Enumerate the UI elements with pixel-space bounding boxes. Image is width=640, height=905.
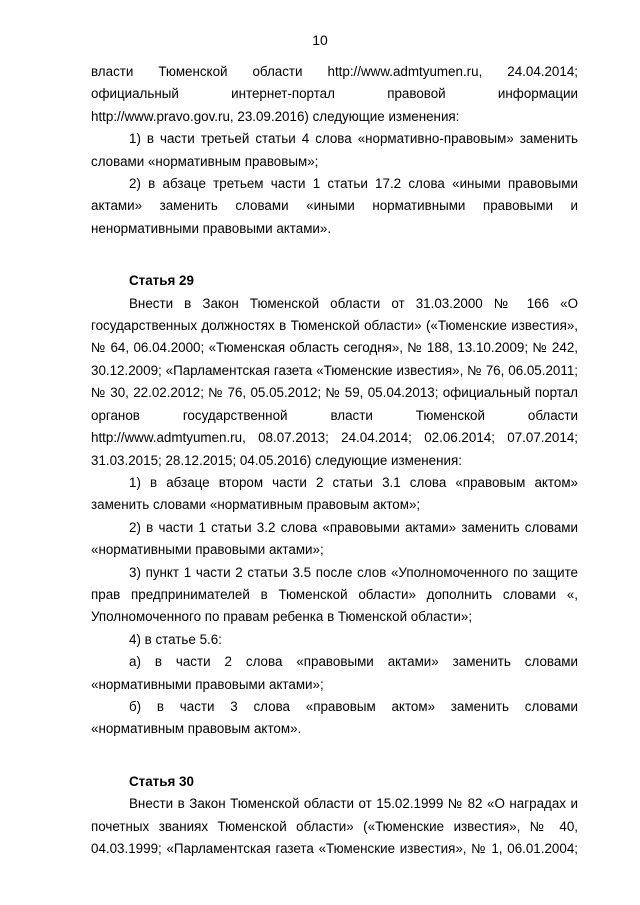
article-29-title: Статья 29 — [129, 273, 194, 289]
article-30-title: Статья 30 — [129, 773, 194, 789]
article-29-intro: Внести в Закон Тюменской области от 31.03.2000 № 166 «О государственных должностях в Тюменской области» («Тюменские известия», № 64, 06.04.2000; «Тюменская область сегодня», № 188, 13.10.2009; № 242, 30.12.2009; «Парламентская газета «Тюменские известия», № 76, 06.05.2011; № 30, 22.02.2012; № 76, 05.05.2012; № 59, 05.04.2013; официальный портал органов государственной власти Тюменской области http://www.admtyumen.ru, 08.07.2013; 24.04.2014; 02.06.2014; 07.07.2014; 31.03.2015; 28.12.2015; 04.05.2016) следующие изменения: — [91, 295, 578, 468]
list-item: 1) в абзаце втором части 2 статьи 3.1 слова «правовым актом» заменить словами «нормативным правовым актом»; — [91, 474, 578, 513]
list-item: б) в части 3 слова «правовым актом» заменить словами «нормативным правовым актом». — [91, 698, 578, 737]
list-item: 2) в абзаце третьем части 1 статьи 17.2 слова «иными правовыми актами» заменить словами «иными нормативными правовыми и ненормативными правовыми актами». — [91, 176, 578, 236]
list-item: 4) в статье 5.6: — [129, 631, 222, 647]
list-item: 1) в части третьей статьи 4 слова «нормативно-правовым» заменить словами «нормативным правовым»; — [91, 131, 578, 169]
document-body — [91, 61, 578, 860]
list-item: 3) пункт 1 части 2 статьи 3.5 после слов «Уполномоченного по защите прав предпринимателей в Тюменской области» дополнить словами «, Уполномоченного по правам ребенка в Тюменской области»; — [91, 564, 578, 625]
page-number: 10 — [312, 32, 328, 48]
list-item: а) в части 2 слова «правовыми актами» заменить словами «нормативными правовыми актами»; — [91, 654, 578, 692]
list-item: 2) в части 1 статьи 3.2 слова «правовыми актами» заменить словами «нормативными правовыми актами»; — [91, 519, 578, 558]
paragraph: власти Тюменской области http://www.admtyumen.ru, 24.04.2014; официальный интернет-портал правовой информации http://www.pravo.gov.ru, 23.09.2016) следующие изменения: — [91, 64, 578, 124]
article-30-intro: Внести в Закон Тюменской области от 15.02.1999 № 82 «О наградах и почетных званиях Тюменской области» («Тюменские известия», № 40, 04.03.1999; «Парламентская газета «Тюменские известия», № 1, 06.01.2004; — [91, 796, 578, 856]
